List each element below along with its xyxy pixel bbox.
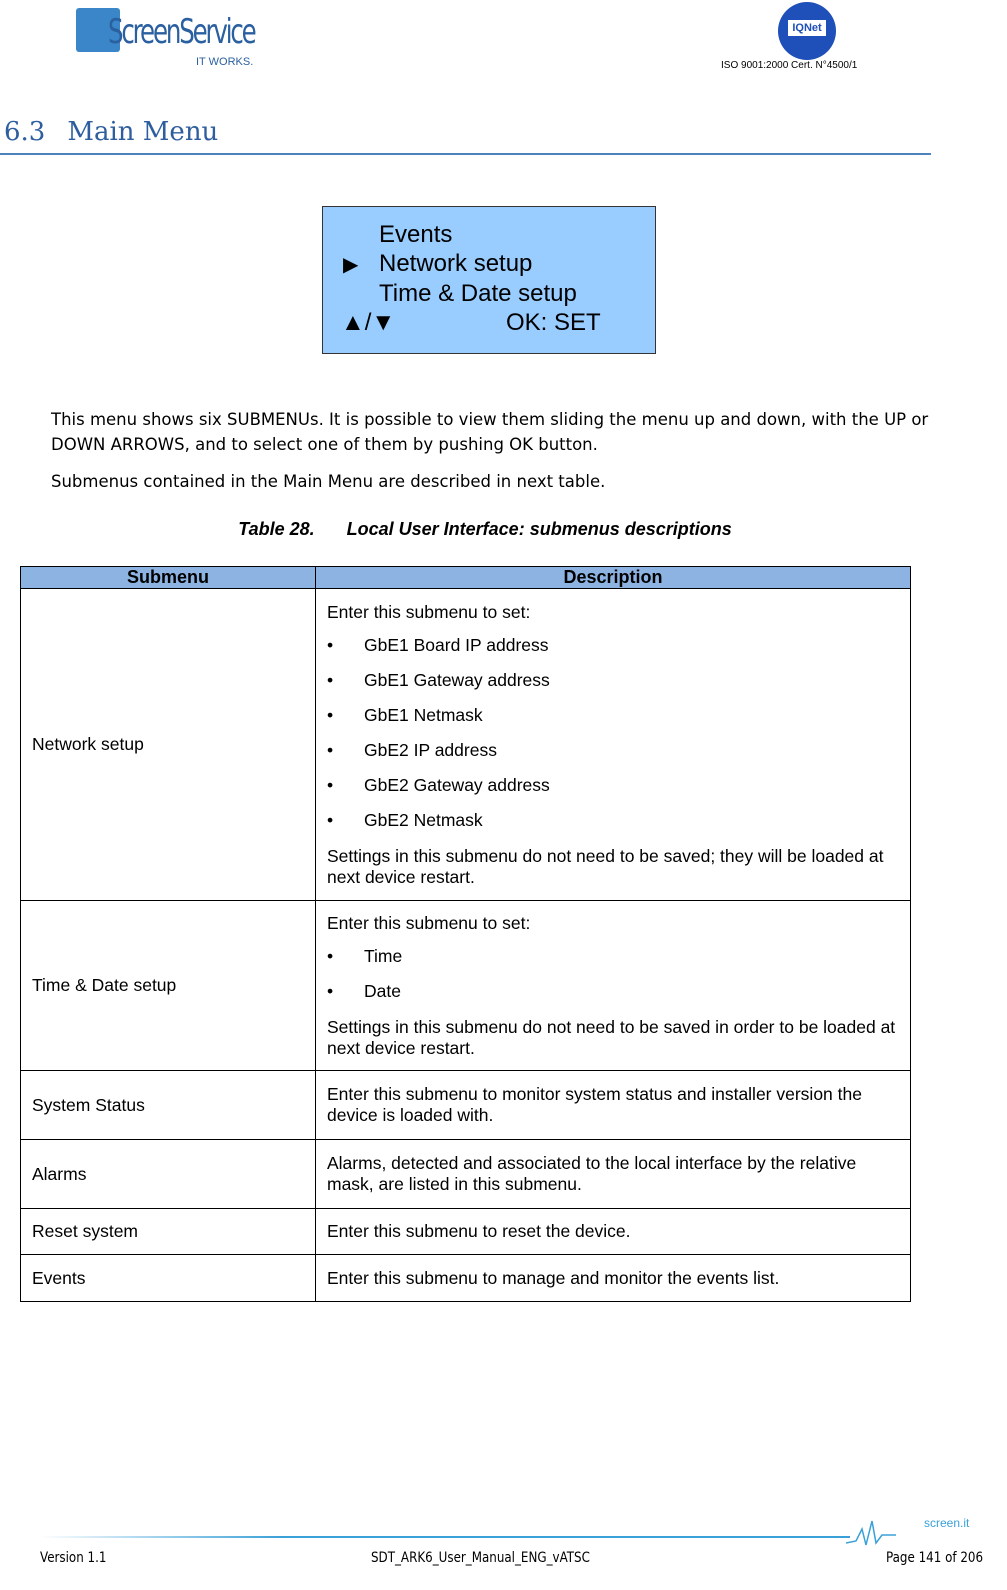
submenu-name: Alarms — [21, 1140, 316, 1209]
iqnet-certification-seal — [778, 2, 836, 60]
desc-note: Enter this submenu to reset the device. — [327, 1221, 631, 1241]
cert-text: ISO 9001:2000 Cert. N°4500/1 — [721, 60, 858, 71]
lcd-line-network: Network setup — [379, 250, 533, 277]
submenu-name: Reset system — [21, 1209, 316, 1255]
table-row — [21, 1255, 911, 1302]
table-row — [21, 589, 911, 901]
footer-rule — [40, 1536, 850, 1538]
table-row — [21, 1209, 911, 1255]
cert-badge: IQNet — [788, 20, 826, 36]
screenservice-logo — [76, 8, 261, 72]
table-row — [21, 1140, 911, 1209]
header-submenu: Submenu — [21, 567, 316, 589]
submenu-name: Network setup — [21, 589, 316, 901]
table-row — [21, 901, 911, 1071]
lcd-ok-label: OK: SET — [506, 309, 601, 336]
list-item: • GbE1 Gateway address — [327, 663, 899, 698]
submenu-description — [316, 589, 911, 901]
intro-paragraph: This menu shows six SUBMENUs. It is possible to view them sliding the menu up and down, with the UP or DOWN ARROWS, and to select one of them by pushing OK button. — [51, 410, 929, 454]
footer-brand: screen.it — [924, 1516, 970, 1530]
lcd-line-time: Time & Date setup — [379, 280, 577, 307]
footer-document-name: SDT_ARK6_User_Manual_ENG_vATSC — [371, 1550, 590, 1566]
desc-intro: Enter this submenu to set: — [327, 601, 531, 622]
lcd-line-events: Events — [379, 221, 453, 248]
caption-text: Local User Interface: submenus descriptions — [346, 519, 732, 539]
table-caption — [0, 519, 970, 540]
section-title: Main Menu — [67, 117, 219, 147]
list-item: • Time — [327, 939, 899, 974]
logo-name: ScreenService — [108, 12, 255, 52]
submenu-description — [316, 1209, 911, 1255]
submenu-name: Events — [21, 1255, 316, 1302]
desc-intro: Enter this submenu to set: — [327, 912, 531, 933]
table-header-row — [21, 567, 911, 589]
submenu-description — [316, 1071, 911, 1140]
submenu-description — [316, 901, 911, 1071]
section-number: 6.3 — [4, 117, 46, 147]
footer-wave-icon — [846, 1515, 896, 1549]
submenus-table — [20, 566, 911, 1302]
desc-note: Settings in this submenu do not need to be saved in order to be loaded at next device restart. — [327, 1016, 896, 1058]
table-row — [21, 1071, 911, 1140]
list-item: • Date — [327, 974, 899, 1009]
submenu-name: System Status — [21, 1071, 316, 1140]
list-item: • GbE2 IP address — [327, 733, 899, 768]
heading-rule — [0, 153, 931, 155]
submenu-description — [316, 1140, 911, 1209]
desc-note: Enter this submenu to manage and monitor the events list. — [327, 1267, 780, 1288]
lcd-display-figure — [322, 206, 656, 354]
list-item: • GbE2 Gateway address — [327, 768, 899, 803]
logo-tagline: IT WORKS. — [196, 56, 254, 68]
desc-note: Alarms, detected and associated to the local interface by the relative mask, are listed in this submenu. — [327, 1153, 857, 1194]
list-item: • GbE2 Netmask — [327, 803, 899, 838]
table-intro-paragraph: Submenus contained in the Main Menu are described in next table. — [51, 472, 606, 491]
lcd-arrows-icon: ▲/▼ — [341, 309, 396, 336]
lcd-cursor-icon: ▶ — [343, 254, 359, 276]
list-item: • GbE1 Netmask — [327, 698, 899, 733]
desc-note: Settings in this submenu do not need to be saved; they will be loaded at next device restart. — [327, 845, 884, 887]
submenu-name: Time & Date setup — [21, 901, 316, 1071]
submenu-description — [316, 1255, 911, 1302]
footer-page-number: Page 141 of 206 — [886, 1550, 984, 1566]
caption-label: Table 28. — [238, 519, 315, 539]
footer-version: Version 1.1 — [40, 1550, 107, 1566]
section-heading — [4, 117, 218, 147]
list-item: • GbE1 Board IP address — [327, 628, 899, 663]
desc-note: Enter this submenu to monitor system status and installer version the device is loaded with. — [327, 1084, 862, 1125]
header-description: Description — [316, 567, 911, 589]
